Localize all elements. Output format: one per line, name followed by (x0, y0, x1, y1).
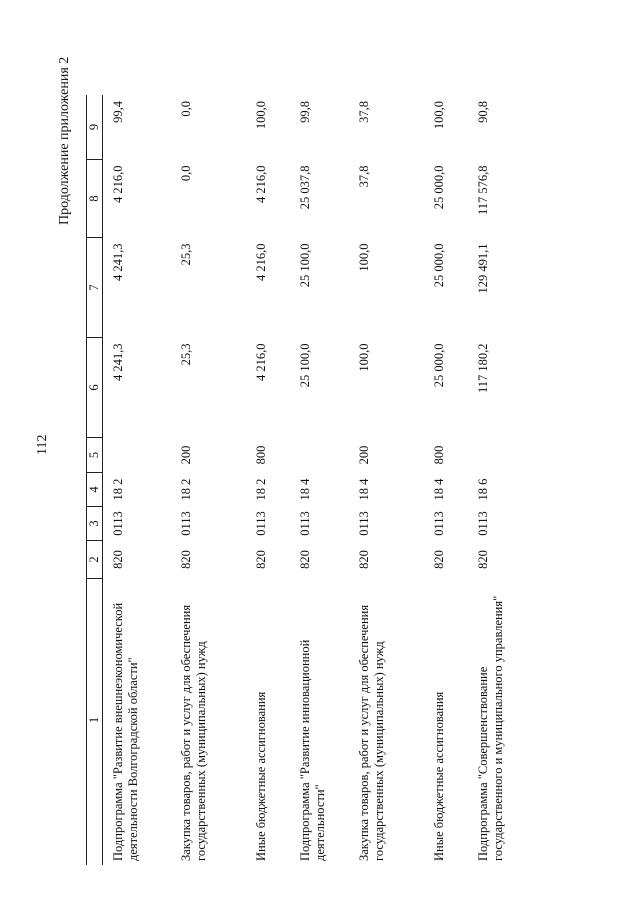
row-value-8: 117 576,8 (476, 165, 490, 216)
row-program-code: 18 6 (476, 478, 490, 501)
row-value-8: 37,8 (357, 165, 371, 188)
row-program-code: 18 2 (179, 478, 193, 501)
row-value-9: 37,8 (357, 101, 371, 123)
row-program-code: 18 4 (298, 478, 312, 501)
row-admin-code: 820 (111, 550, 125, 569)
table-row (246, 95, 290, 865)
row-expense-type: 200 (357, 445, 371, 465)
row-section-code: 0113 (254, 511, 268, 536)
row-expense-type: 800 (432, 445, 446, 465)
header-col-6: 6 (87, 338, 103, 438)
row-program-code: 18 2 (254, 478, 268, 501)
table-row (171, 95, 246, 865)
row-expense-type: 200 (179, 445, 193, 465)
budget-table (86, 95, 536, 865)
table-row (103, 95, 172, 865)
row-value-7: 4 216,0 (254, 243, 268, 281)
row-value-6: 25 000,0 (432, 343, 446, 388)
row-value-8: 25 037,8 (298, 165, 312, 210)
header-col-8: 8 (87, 160, 103, 238)
header-col-5: 5 (87, 438, 103, 473)
row-value-7: 25 000,0 (432, 243, 446, 288)
row-name: Подпрограмма "Совершенствование государственного и муниципального управления" (476, 595, 505, 861)
table-header-row (87, 95, 103, 865)
row-expense-type: 800 (254, 445, 268, 465)
page-number: 112 (35, 434, 50, 455)
row-name: Подпрограмма "Развитие внешнеэкономической деятельности Волгоградской области" (111, 602, 140, 861)
row-value-8: 4 216,0 (111, 165, 125, 203)
row-name: Иные бюджетные ассигнования (254, 691, 268, 861)
table-row (290, 95, 349, 865)
row-value-6: 100,0 (357, 343, 371, 372)
row-name: Подпрограмма "Развитие инновационной деятельности" (298, 639, 327, 861)
row-value-9: 0,0 (179, 101, 193, 117)
row-value-6: 4 216,0 (254, 343, 268, 381)
row-value-6: 25,3 (179, 343, 193, 366)
row-value-8: 4 216,0 (254, 165, 268, 203)
row-admin-code: 820 (179, 550, 193, 569)
row-name: Закупка товаров, работ и услуг для обеспечения государственных (муниципальных) нужд (179, 604, 208, 861)
header-col-9: 9 (87, 95, 103, 160)
continuation-note: Продолжение приложения 2 (57, 56, 72, 225)
table-row (424, 95, 468, 865)
row-section-code: 0113 (298, 511, 312, 536)
table-row (468, 95, 536, 865)
row-admin-code: 820 (254, 550, 268, 569)
row-expense-type (290, 438, 349, 473)
row-value-7: 25,3 (179, 243, 193, 266)
row-value-7: 100,0 (357, 243, 371, 272)
row-value-9: 100,0 (254, 101, 268, 130)
row-admin-code: 820 (432, 550, 446, 569)
row-program-code: 18 4 (357, 478, 371, 501)
row-admin-code: 820 (476, 550, 490, 569)
row-value-6: 25 100,0 (298, 343, 312, 388)
row-section-code: 0113 (179, 511, 193, 536)
table-row (349, 95, 424, 865)
row-expense-type (103, 438, 172, 473)
row-program-code: 18 4 (432, 478, 446, 501)
row-value-9: 99,4 (111, 101, 125, 123)
row-value-8: 0,0 (179, 165, 193, 182)
row-value-9: 99,8 (298, 101, 312, 123)
header-col-2: 2 (87, 541, 103, 579)
row-value-7: 129 491,1 (476, 243, 490, 294)
row-value-8: 25 000,0 (432, 165, 446, 210)
header-col-3: 3 (87, 507, 103, 541)
row-value-7: 25 100,0 (298, 243, 312, 288)
row-value-6: 117 180,2 (476, 343, 490, 394)
row-program-code: 18 2 (111, 478, 125, 501)
row-section-code: 0113 (357, 511, 371, 536)
row-value-9: 100,0 (432, 101, 446, 130)
header-col-4: 4 (87, 473, 103, 507)
header-col-1: 1 (87, 579, 103, 866)
header-col-7: 7 (87, 238, 103, 338)
row-section-code: 0113 (476, 511, 490, 536)
row-admin-code: 820 (298, 550, 312, 569)
row-value-7: 4 241,3 (111, 243, 125, 281)
row-admin-code: 820 (357, 550, 371, 569)
row-expense-type (468, 438, 536, 473)
row-value-9: 90,8 (476, 101, 490, 123)
row-section-code: 0113 (111, 511, 125, 536)
row-name: Иные бюджетные ассигнования (432, 691, 446, 861)
row-value-6: 4 241,3 (111, 343, 125, 381)
row-name: Закупка товаров, работ и услуг для обеспечения государственных (муниципальных) нужд (357, 604, 386, 861)
row-section-code: 0113 (432, 511, 446, 536)
